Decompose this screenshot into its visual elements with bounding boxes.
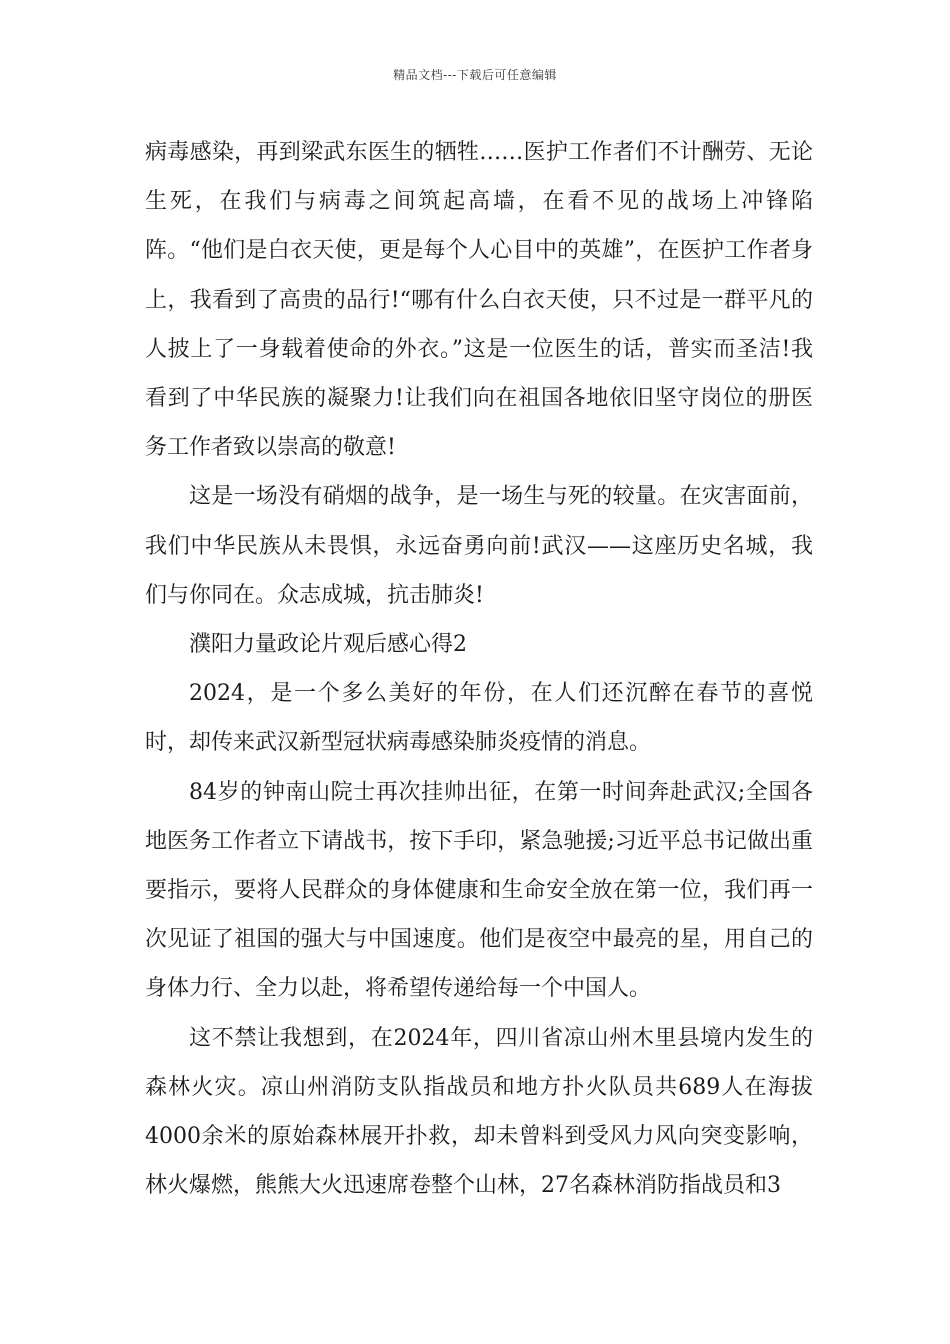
paragraph-5: 这不禁让我想到，在2024年，四川省凉山州木里县境内发生的森林火灾。凉山州消防支队指战员和地方扑火队员共689人在海拔4000余米的原始森林展开扑救，却未曾料到受风力风向突变影响，林火爆燃，熊熊大火迅速席卷整个山林，27名森林消防指战员和3: [145, 1025, 813, 1199]
page-header: 精品文档---下载后可任意编辑: [393, 68, 557, 82]
paragraph-2: 这是一场没有硝烟的战争，是一场生与死的较量。在灾害面前，我们中华民族从未畏惧，永远奋勇向前!武汉——这座历史名城，我们与你同在。众志成城，抗击肺炎!: [145, 484, 813, 608]
document-body: [145, 128, 813, 1210]
section-title: 濮阳力量政论片观后感心得2: [189, 632, 467, 658]
paragraph-3: 2024，是一个多么美好的年份，在人们还沉醉在春节的喜悦时，却传来武汉新型冠状病毒感染肺炎疫情的消息。: [145, 681, 813, 756]
paragraph-4: 84岁的钟南山院士再次挂帅出征，在第一时间奔赴武汉;全国各地医务工作者立下请战书，按下手印，紧急驰援;习近平总书记做出重要指示，要将人民群众的身体健康和生命安全放在第一位，我们再一次见证了祖国的强大与中国速度。他们是夜空中最亮的星，用自己的身体力行、全力以赴，将希望传递给每一个中国人。: [145, 779, 813, 1002]
paragraph-1: 病毒感染，再到梁武东医生的牺牲……医护工作者们不计酬劳、无论生死，在我们与病毒之间筑起高墙，在看不见的战场上冲锋陷阵。“他们是白衣天使，更是每个人心目中的英雄”，在医护工作者身上，我看到了高贵的品行!“哪有什么白衣天使，只不过是一群平凡的人披上了一身载着使命的外衣。”这是一位医生的话，普实而圣洁!我看到了中华民族的凝聚力!让我们向在祖国各地依旧坚守岗位的册医务工作者致以崇高的敬意!: [145, 140, 813, 461]
